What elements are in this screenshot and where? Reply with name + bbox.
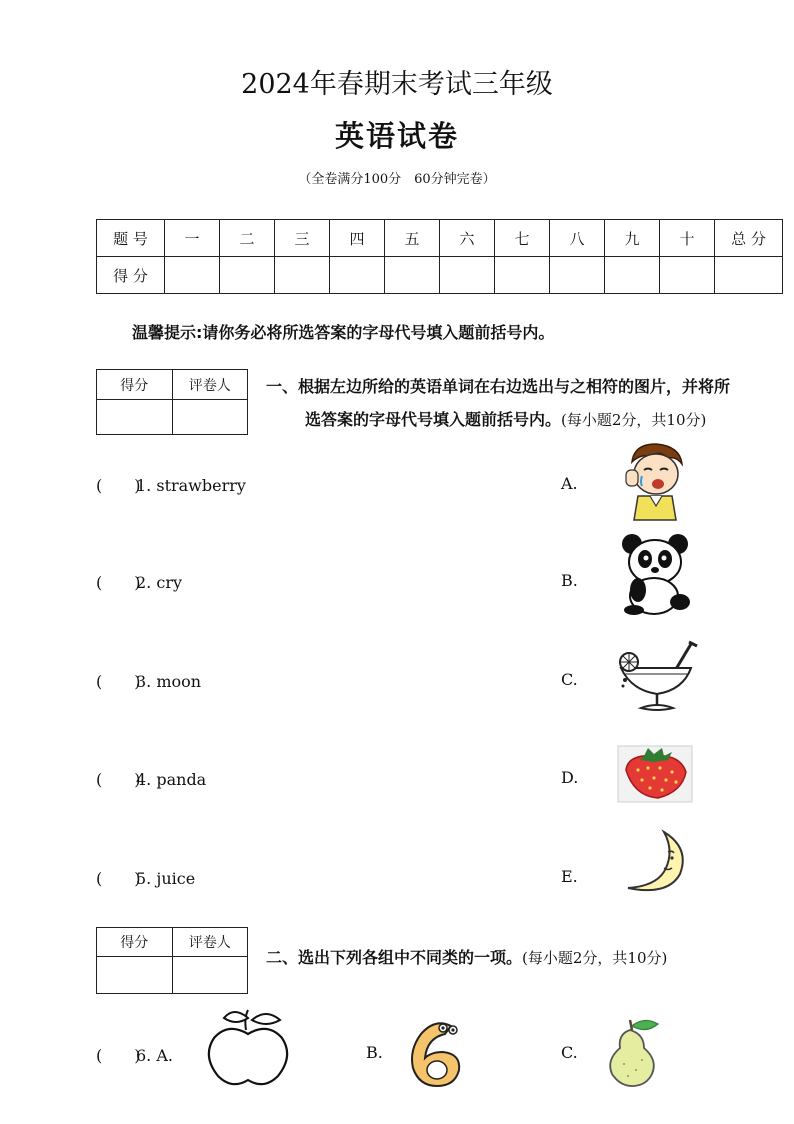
option-a-label: A. <box>561 474 578 493</box>
question-text: 4. panda <box>136 770 207 789</box>
grader-score-cell[interactable] <box>97 400 173 435</box>
score-table <box>96 219 783 294</box>
score-table-col: 四 <box>330 220 385 257</box>
question-text: 3. moon <box>136 672 202 691</box>
section1-title-line1: 一、根据左边所给的英语单词在右边选出与之相符的图片，并将所 <box>266 377 731 396</box>
score-table-row-label: 题 号 <box>97 220 165 257</box>
crying-boy-picture <box>620 440 690 522</box>
score-cell[interactable] <box>275 257 330 294</box>
score-cell[interactable] <box>660 257 715 294</box>
option-c-label: C. <box>561 670 578 689</box>
score-table-col: 六 <box>440 220 495 257</box>
exam-note: （全卷满分100分 60分钟完卷） <box>298 172 496 187</box>
apple-picture <box>200 1006 296 1088</box>
answer-bracket[interactable]: ( ) <box>96 869 141 888</box>
score-table-score-row <box>97 257 783 294</box>
strawberry-picture <box>618 746 692 802</box>
score-table-col: 七 <box>495 220 550 257</box>
question-1 <box>96 473 246 496</box>
exam-title: 2024年春期末考试三年级 <box>241 69 553 100</box>
score-table-col: 五 <box>385 220 440 257</box>
score-cell[interactable] <box>330 257 385 294</box>
question-4 <box>96 767 206 790</box>
answer-bracket[interactable]: ( ) <box>96 476 141 495</box>
section2-grader-box <box>96 927 248 994</box>
score-table-row-label: 得 分 <box>97 257 165 294</box>
score-table-col: 十 <box>660 220 715 257</box>
grader-score-label: 得分 <box>97 928 173 957</box>
answer-bracket[interactable]: ( ) <box>96 672 141 691</box>
grader-score-cell[interactable] <box>97 957 173 994</box>
option-b-label: B. <box>366 1043 383 1062</box>
score-cell[interactable] <box>440 257 495 294</box>
option-c-label: C. <box>561 1043 578 1062</box>
score-table-col: 二 <box>220 220 275 257</box>
panda-picture <box>618 532 694 616</box>
grader-score-label: 得分 <box>97 370 173 400</box>
score-table-col: 九 <box>605 220 660 257</box>
section2-points: (每小题2分，共10分) <box>522 949 668 967</box>
moon-picture <box>620 828 690 896</box>
warm-tip: 温馨提示:请你务必将所选答案的字母代号填入题前括号内。 <box>132 323 555 342</box>
option-b-label: B. <box>561 571 578 590</box>
section1-points: (每小题2分，共10分) <box>561 411 707 429</box>
score-cell[interactable] <box>165 257 220 294</box>
option-e-label: E. <box>561 867 578 886</box>
score-cell[interactable] <box>605 257 660 294</box>
score-table-col: 一 <box>165 220 220 257</box>
grader-reviewer-cell[interactable] <box>172 957 248 994</box>
score-table-col: 三 <box>275 220 330 257</box>
question-text: 6. A. <box>136 1046 173 1065</box>
score-cell[interactable] <box>550 257 605 294</box>
question-text: 1. strawberry <box>136 476 246 495</box>
score-cell[interactable] <box>385 257 440 294</box>
question-text: 5. juice <box>136 869 196 888</box>
score-table-col: 八 <box>550 220 605 257</box>
grader-reviewer-cell[interactable] <box>172 400 248 435</box>
question-2 <box>96 570 182 593</box>
question-6 <box>96 1043 173 1066</box>
option-d-label: D. <box>561 768 579 787</box>
section1-title-text: 选答案的字母代号填入题前括号内。 <box>305 410 562 429</box>
answer-bracket[interactable]: ( ) <box>96 573 141 592</box>
question-text: 2. cry <box>136 573 182 592</box>
question-3 <box>96 669 201 692</box>
score-table-total-label: 总 分 <box>715 220 783 257</box>
score-cell[interactable] <box>495 257 550 294</box>
score-cell[interactable] <box>220 257 275 294</box>
answer-bracket[interactable]: ( ) <box>96 770 141 789</box>
score-total-cell[interactable] <box>715 257 783 294</box>
pear-picture <box>600 1016 664 1088</box>
grader-reviewer-label: 评卷人 <box>172 928 248 957</box>
question-5 <box>96 866 195 889</box>
number-six-picture <box>405 1016 469 1090</box>
section1-title-line2 <box>305 407 706 430</box>
grader-reviewer-label: 评卷人 <box>172 370 248 400</box>
section1-grader-box <box>96 369 248 435</box>
score-table-header-row <box>97 220 783 257</box>
section2-title-text: 二、选出下列各组中不同类的一项。 <box>266 948 523 967</box>
answer-bracket[interactable]: ( ) <box>96 1046 141 1065</box>
section2-title <box>266 945 667 968</box>
subject-title: 英语试卷 <box>334 119 459 153</box>
juice-glass-picture <box>615 640 699 714</box>
